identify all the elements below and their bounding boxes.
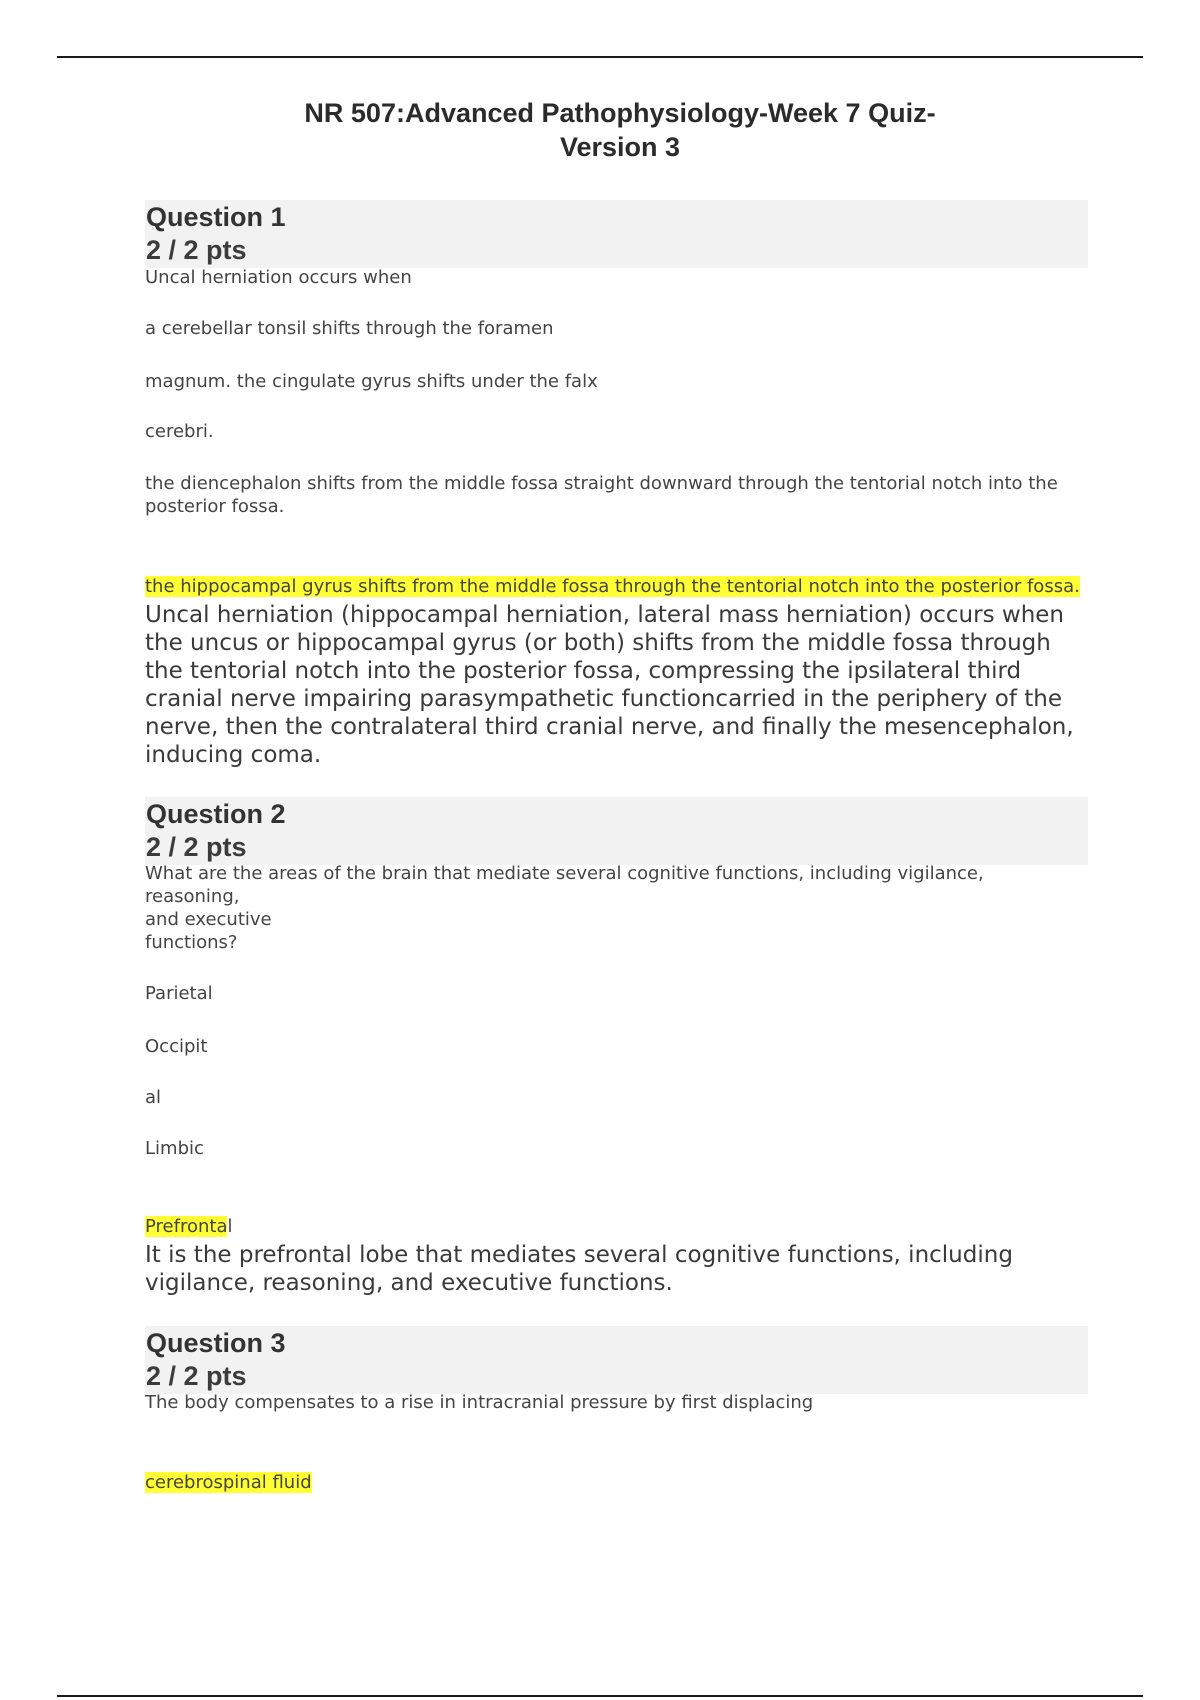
question-prompt-line: and executive (145, 909, 272, 930)
question-prompt: Uncal herniation occurs when (145, 267, 412, 288)
question-prompt-line: reasoning, (145, 886, 240, 907)
answer-line (145, 1471, 312, 1494)
question-title: Question 3 (146, 1328, 286, 1358)
answer-line (145, 1215, 232, 1238)
question-points: 2 / 2 pts (146, 832, 247, 862)
answer-option: Occipit (145, 1036, 208, 1057)
question-prompt (145, 862, 1088, 954)
question-points: 2 / 2 pts (146, 235, 247, 265)
page-title-line-1: NR 507:Advanced Pathophysiology-Week 7 Quiz- (304, 98, 936, 128)
answer-option: magnum. the cingulate gyrus shifts under the falx (145, 371, 598, 392)
bottom-rule (57, 1695, 1143, 1697)
answer-option: al (145, 1087, 162, 1108)
answer-option: cerebri. (145, 421, 214, 442)
question-prompt-line: What are the areas of the brain that mediate several cognitive functions, including vigilance, (145, 863, 984, 884)
question-header (145, 1326, 1088, 1394)
question-points: 2 / 2 pts (146, 1361, 247, 1391)
top-rule (57, 56, 1143, 58)
question-1 (145, 200, 1088, 770)
correct-answer: the hippocampal gyrus shifts from the middle fossa through the tentorial notch into the posterior fossa. (145, 576, 1080, 597)
answer-block (145, 573, 1088, 769)
page-title-line-2: Version 3 (559, 132, 681, 162)
page-title (200, 96, 1040, 164)
question-header (145, 797, 1088, 865)
answer-option: a cerebellar tonsil shifts through the foramen (145, 318, 554, 339)
correct-answer: Prefronta (145, 1216, 228, 1237)
answer-option: Parietal (145, 983, 213, 1004)
question-header (145, 200, 1088, 268)
answer-explanation: Uncal herniation (hippocampal herniation, lateral mass herniation) occurs when the uncus or hippocampal gyrus (or both) shifts from the middle fossa through the tentorial notch into the posterior fossa, compressing the ipsilateral third cranial nerve impairing parasympathetic functioncarried in the periphery of the nerve, then the contralateral third cranial nerve, and finally the mesencephalon, inducing coma. (145, 602, 1074, 768)
question-prompt-line: functions? (145, 932, 238, 953)
question-title: Question 2 (146, 799, 286, 829)
correct-answer-tail: l (227, 1216, 233, 1237)
correct-answer: cerebrospinal fluid (145, 1472, 312, 1493)
question-3 (145, 1326, 1088, 1506)
answer-option: the diencephalon shifts from the middle fossa straight downward through the tentorial notch into the posterior fossa. (145, 473, 1058, 517)
answer-explanation: It is the prefrontal lobe that mediates several cognitive functions, including vigilance, reasoning, and executive functions. (145, 1242, 1013, 1296)
answer-option: Limbic (145, 1138, 204, 1159)
question-title: Question 1 (146, 202, 286, 232)
question-2 (145, 797, 1088, 1307)
question-prompt: The body compensates to a rise in intracranial pressure by first displacing (145, 1392, 814, 1413)
